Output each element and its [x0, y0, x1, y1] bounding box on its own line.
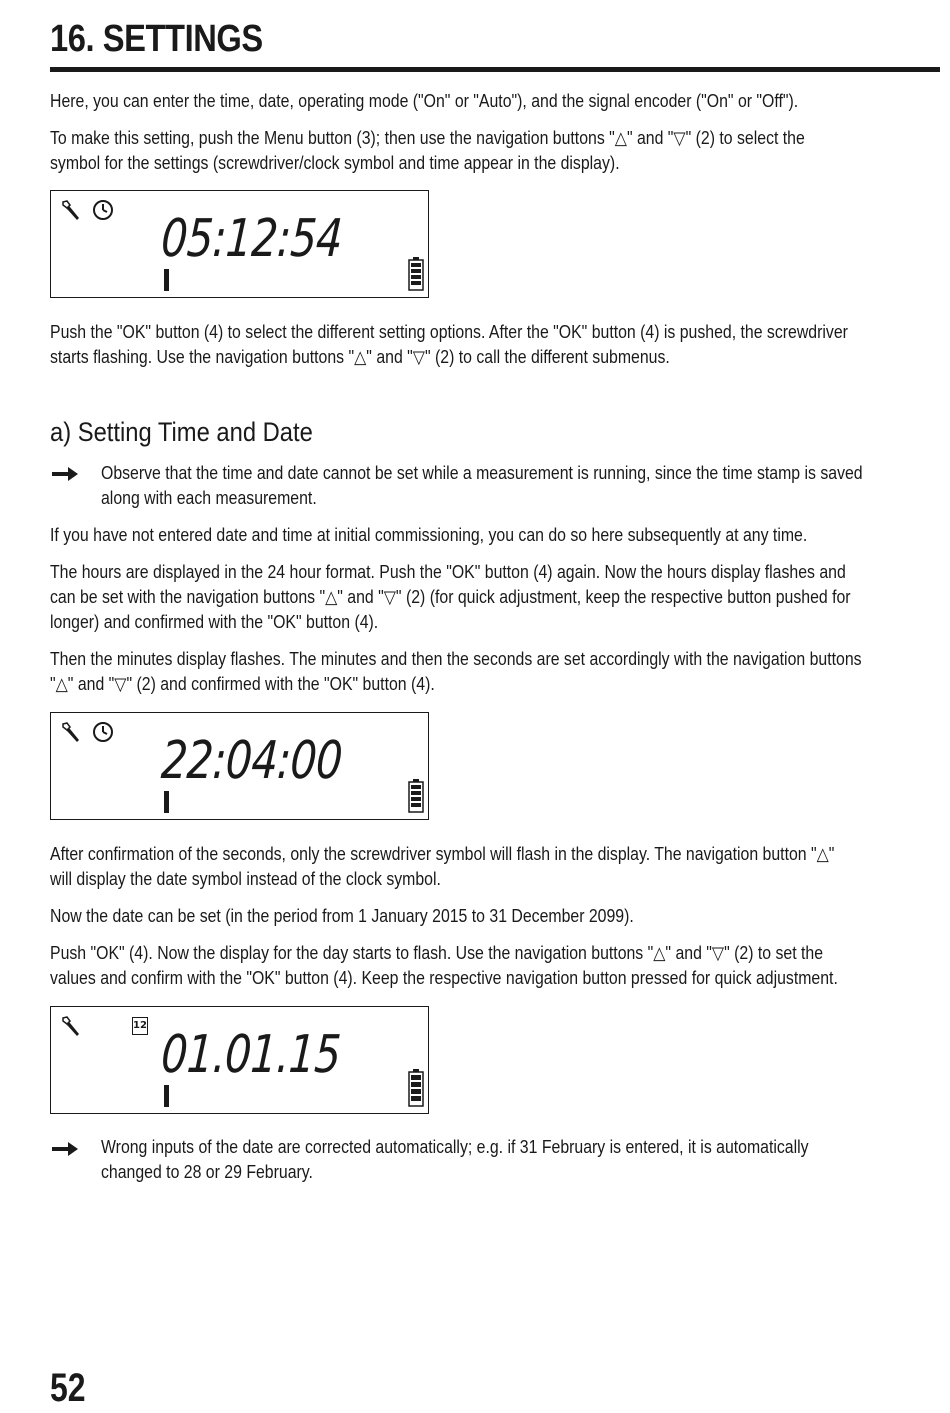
push-ok-line-2: starts flashing. Use the navigation buttons "△" and "▽" (2) to call the different submenus. — [50, 347, 670, 367]
after-line-2: will display the date symbol instead of the clock symbol. — [50, 869, 441, 889]
minutes-line-2: "△" and "▽" (2) and confirmed with the "OK" button (4). — [50, 674, 435, 694]
clock-icon — [92, 721, 114, 743]
intro-paragraph: Here, you can enter the time, date, operating mode ("On" or "Auto"), and the signal encoder ("On" or "Off"). — [50, 91, 799, 111]
title-rule — [50, 67, 940, 72]
hours-line-3: longer) and confirmed with the "OK" button (4). — [50, 612, 379, 632]
lcd-display-time-2 — [50, 712, 429, 820]
wrench-icon — [61, 1015, 83, 1037]
hours-line-2: can be set with the navigation buttons "△" and "▽" (2) (for quick adjustment, keep the respective button pushed for — [50, 587, 851, 607]
clock-icon — [92, 199, 114, 221]
wrench-icon — [61, 721, 83, 743]
initial-paragraph: If you have not entered date and time at initial commissioning, you can do so here subsequently at any time. — [50, 525, 808, 545]
cursor-bar — [164, 269, 170, 291]
cursor-bar — [164, 1085, 170, 1107]
calendar-label: 12 — [133, 1020, 147, 1031]
page-title: 16. SETTINGS — [50, 18, 263, 60]
push-ok-line-1: Push the "OK" button (4) to select the different setting options. After the "OK" button (4) is pushed, the screwdriver — [50, 322, 848, 342]
lcd-display-time-1 — [50, 190, 429, 298]
after-line-1: After confirmation of the seconds, only the screwdriver symbol will flash in the display. The navigation button "△" — [50, 844, 835, 864]
lcd-time-readout: 05:12:54 — [159, 209, 344, 269]
calendar-icon — [132, 1017, 148, 1035]
battery-icon — [408, 257, 424, 291]
arrow-right-icon — [50, 1139, 80, 1159]
note-2-line-2: changed to 28 or 29 February. — [101, 1162, 313, 1182]
hours-line-1: The hours are displayed in the 24 hour format. Push the "OK" button (4) again. Now the hours display flashes and — [50, 562, 846, 582]
push-ok-date-line-1: Push "OK" (4). Now the display for the day starts to flash. Use the navigation buttons "△" and "▽" (2) to set the — [50, 943, 824, 963]
arrow-right-icon — [50, 464, 80, 484]
note-1-line-1: Observe that the time and date cannot be set while a measurement is running, since the time stamp is saved — [101, 463, 863, 483]
minutes-line-1: Then the minutes display flashes. The minutes and then the seconds are set accordingly with the navigation buttons — [50, 649, 862, 669]
push-ok-date-line-2: values and confirm with the "OK" button (4). Keep the respective navigation button pressed for quick adjustment. — [50, 968, 838, 988]
lcd-date-readout: 01.01.15 — [159, 1025, 342, 1085]
lcd-time-readout: 22:04:00 — [159, 731, 344, 791]
date-range-paragraph: Now the date can be set (in the period from 1 January 2015 to 31 December 2099). — [50, 906, 634, 926]
page-number: 52 — [50, 1366, 86, 1410]
make-setting-line-2: symbol for the settings (screwdriver/clock symbol and time appear in the display). — [50, 153, 620, 173]
wrench-icon — [61, 199, 83, 221]
battery-icon — [408, 1069, 424, 1107]
note-2-line-1: Wrong inputs of the date are corrected automatically; e.g. if 31 February is entered, it is automatically — [101, 1137, 809, 1157]
note-1-line-2: along with each measurement. — [101, 488, 317, 508]
lcd-display-date — [50, 1006, 429, 1114]
cursor-bar — [164, 791, 170, 813]
section-heading: a) Setting Time and Date — [50, 417, 313, 447]
battery-icon — [408, 779, 424, 813]
make-setting-line-1: To make this setting, push the Menu button (3); then use the navigation buttons "△" and "▽" (2) to select the — [50, 128, 805, 148]
